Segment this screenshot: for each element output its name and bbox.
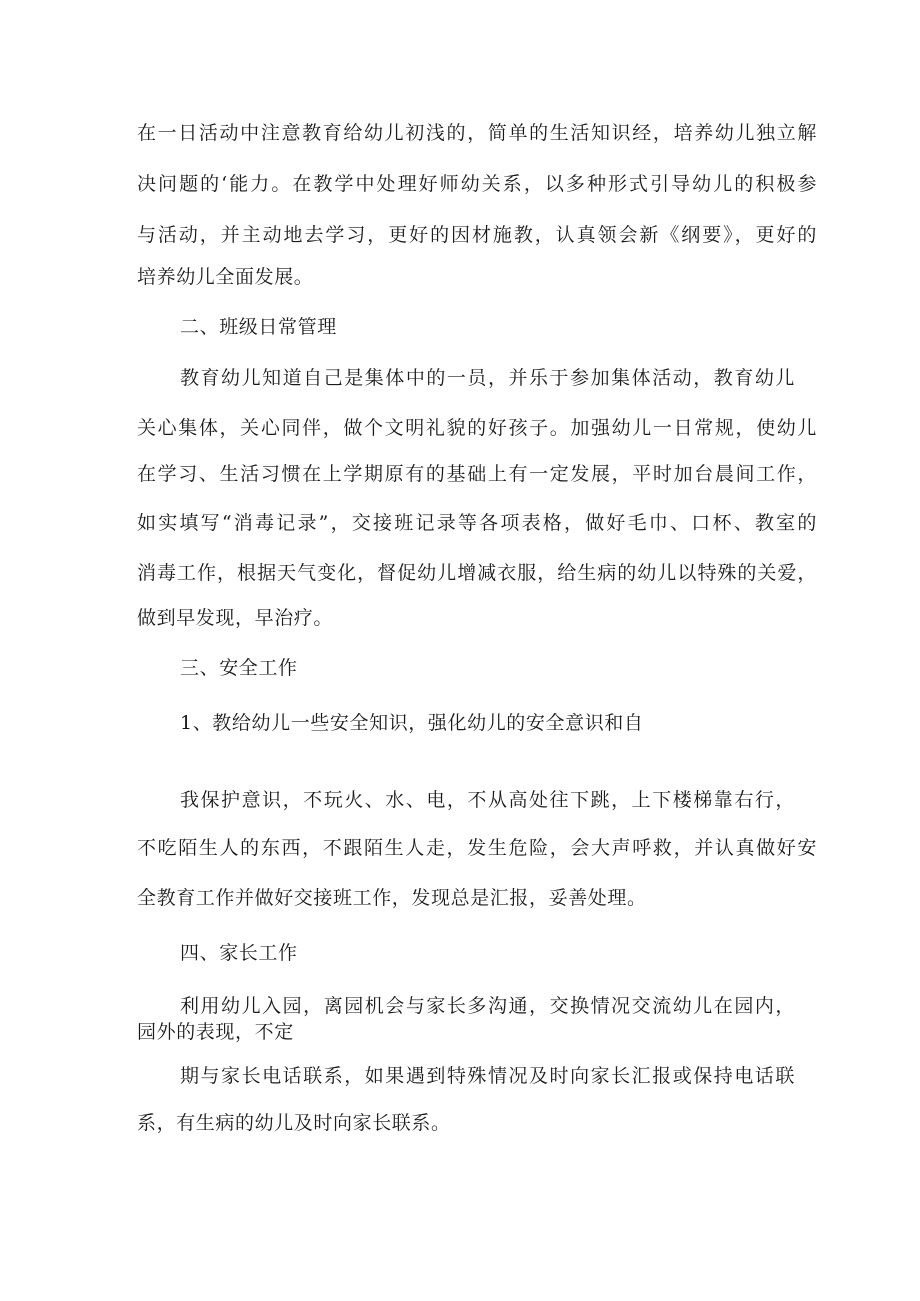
text-line: 系，有生病的幼儿及时向家长联系。 — [137, 1112, 451, 1134]
text-line: 与活动，并主动地去学习，更好的因材施教，认真领会新《纲要》，更好的 — [137, 224, 817, 246]
section-heading: 三、安全工作 — [180, 657, 298, 679]
text-line: 如实填写“消毒记录”，交接班记录等各项表格，做好毛巾、口杯、教室的 — [137, 512, 817, 534]
text-line: 期与家长电话联系，如果遇到特殊情况及时向家长汇报或保持电话联 — [180, 1065, 795, 1087]
text-line: 教育幼儿知道自己是集体中的一员，并乐于参加集体活动，教育幼儿 — [180, 367, 795, 389]
text-line: 全教育工作并做好交接班工作，发现总是汇报，妥善处理。 — [137, 887, 647, 909]
text-line: 在学习、生活习惯在上学期原有的基础上有一定发展，平时加台晨间工作， — [137, 463, 817, 485]
text-line: 培养幼儿全面发展。 — [137, 266, 314, 288]
text-line: 关心集体，关心同伴，做个文明礼貌的好孩子。加强幼儿一日常规，使幼儿 — [137, 417, 817, 439]
text-line: 我保护意识，不玩火、水、电，不从高处往下跳，上下楼梯靠右行， — [180, 789, 795, 811]
text-line: 利用幼儿入园，离园机会与家长多沟通，交换情况交流幼儿在园内， — [180, 995, 795, 1017]
text-line: 1、教给幼儿一些安全知识，强化幼儿的安全意识和自 — [180, 712, 644, 734]
text-line: 在一日活动中注意教育给幼儿初浅的，简单的生活知识经，培养幼儿独立解 — [137, 122, 817, 144]
text-line: 消毒工作，根据天气变化，督促幼儿增减衣服，给生病的幼儿以特殊的关爱， — [137, 562, 817, 584]
text-line: 做到早发现，早治疗。 — [137, 607, 334, 629]
section-heading: 四、家长工作 — [180, 942, 298, 964]
text-line: 园外的表现，不定 — [137, 1021, 294, 1043]
text-line: 决问题的‘能力。在教学中处理好师幼关系，以多种形式引导幼儿的积极参 — [137, 173, 817, 195]
section-heading: 二、班级日常管理 — [180, 316, 337, 338]
text-line: 不吃陌生人的东西，不跟陌生人走，发生危险，会大声呼救，并认真做好安 — [137, 837, 817, 859]
